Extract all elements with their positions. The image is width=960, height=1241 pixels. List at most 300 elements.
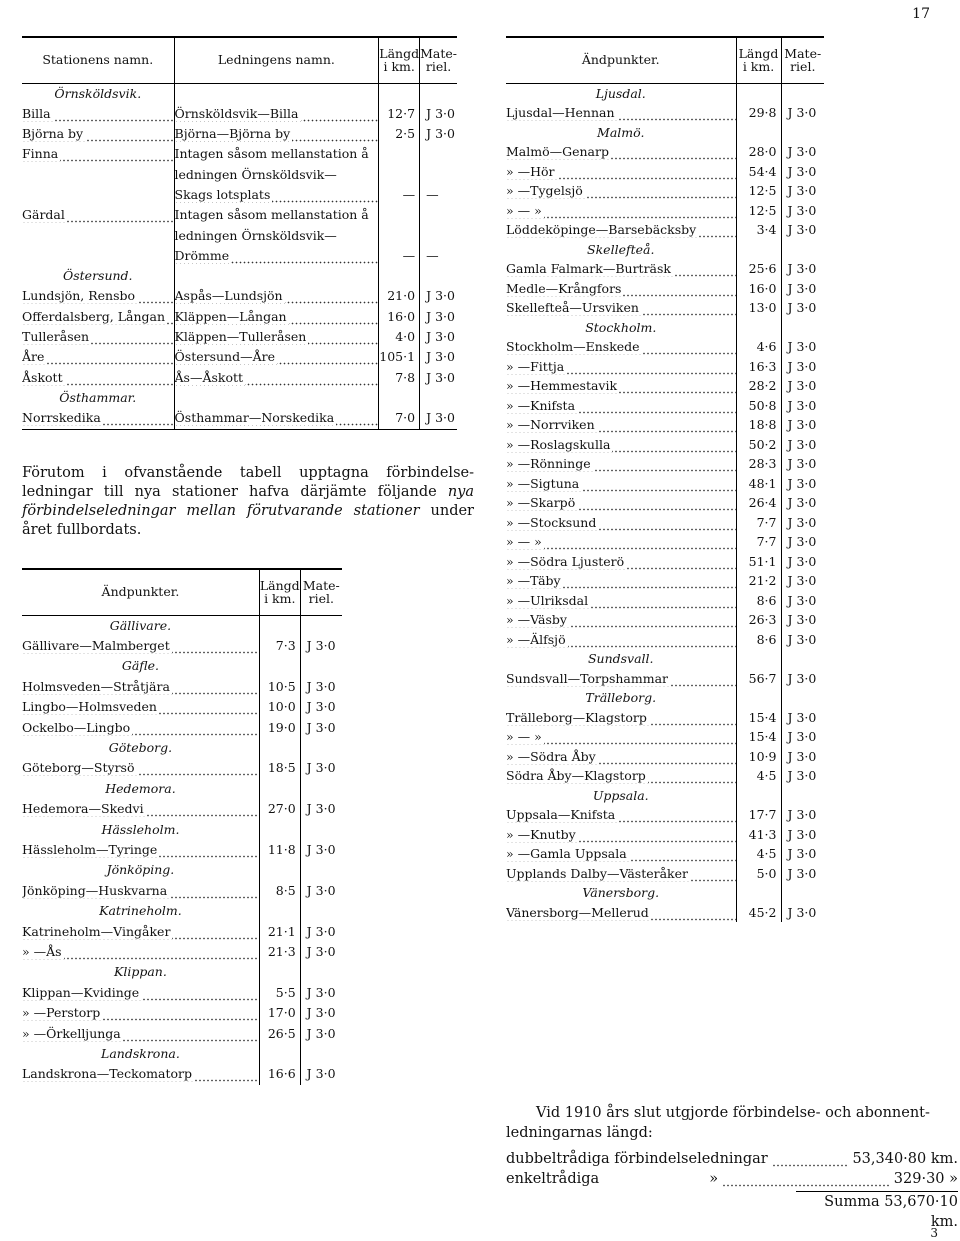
cell-text: » —Gamla Uppsala	[506, 846, 627, 861]
table-row	[506, 493, 824, 513]
cell-text: Gamla Falmark—Burträsk	[506, 261, 671, 276]
group-name: Sundsvall.	[587, 651, 654, 666]
table-row	[506, 747, 824, 767]
length-cell: 13·0	[736, 298, 781, 318]
length-cell: 21·0	[379, 286, 420, 306]
length-cell: 18·5	[259, 758, 300, 778]
table-row	[22, 1024, 342, 1044]
station-cell	[22, 307, 174, 327]
cell-text: » —Hemmestavik	[506, 378, 618, 393]
group-row	[22, 656, 342, 676]
material-cell: J 3·0	[300, 799, 342, 819]
endpoints-cell	[506, 454, 736, 474]
table-row	[506, 220, 824, 240]
table-row	[22, 408, 457, 429]
col-header-end: Ändpunkter.	[581, 52, 660, 68]
group-row	[22, 738, 342, 758]
cell-text: Gällivare—Malmberget	[22, 637, 170, 653]
length-cell: 25·6	[736, 259, 781, 279]
cell-empty	[174, 266, 379, 286]
table-row	[22, 307, 457, 327]
material-cell: J 3·0	[300, 881, 342, 901]
endpoints-cell	[22, 677, 259, 697]
cell-text: » —Perstorp	[22, 1005, 101, 1021]
material-cell: J 3·0	[420, 347, 457, 367]
length-cell: 12·5	[736, 201, 781, 221]
group-name: Landskrona.	[101, 1046, 180, 1062]
cell-empty	[781, 318, 824, 338]
cell-empty	[736, 240, 781, 260]
material-cell: J 3·0	[781, 766, 824, 786]
line-cell	[174, 327, 379, 347]
table-row	[506, 201, 824, 221]
length-cell: 18·8	[736, 415, 781, 435]
cell-text: Holmsveden—Stråtjära	[22, 678, 170, 694]
endpoints-cell	[22, 881, 259, 901]
length-cell: 29·8	[736, 103, 781, 123]
length-cell: 28·3	[736, 454, 781, 474]
cell-empty	[174, 83, 379, 104]
length-cell: 26·3	[736, 610, 781, 630]
cell-text: » —Knutby	[506, 826, 576, 842]
cell-text: Ås—Åskott	[174, 369, 244, 385]
endpoints-cell	[506, 201, 736, 221]
group-row	[22, 860, 342, 880]
endpoints-cell	[506, 142, 736, 162]
length-cell: 50·2	[736, 435, 781, 455]
summary-line-value: 329·30 »	[893, 1171, 958, 1187]
material-cell: J 3·0	[781, 454, 824, 474]
table-row	[22, 983, 342, 1003]
table-row	[506, 591, 824, 611]
cell-text: Hässleholm—Tyringe	[22, 841, 158, 857]
cell-empty	[300, 820, 342, 840]
length-cell	[379, 144, 420, 164]
material-cell	[420, 144, 457, 164]
length-cell: 4·5	[736, 766, 781, 786]
length-cell: 4·5	[736, 844, 781, 864]
col-header-length: Längd i km.	[379, 37, 420, 83]
cell-text: » —Tygelsjö	[506, 183, 583, 198]
table-row	[506, 552, 824, 572]
material-cell: J 3·0	[420, 307, 457, 327]
leader-dots	[722, 1169, 890, 1189]
group-name: Stockholm.	[585, 319, 657, 335]
col-header-material: Mate- riel.	[300, 569, 342, 615]
line-cell: Intagen såsom mellanstation å	[174, 144, 379, 164]
group-row	[22, 779, 342, 799]
cell-text: » — »	[506, 534, 542, 549]
station-cell	[22, 347, 174, 367]
line-cell	[174, 185, 379, 205]
table-row	[506, 435, 824, 455]
length-cell: 2·5	[379, 124, 420, 144]
cell-empty	[420, 388, 457, 408]
cell-empty	[174, 388, 379, 408]
length-cell: 48·1	[736, 474, 781, 494]
length-cell: 5·5	[259, 983, 300, 1003]
material-cell: J 3·0	[781, 142, 824, 162]
line-cell	[174, 246, 379, 266]
cell-empty	[736, 318, 781, 338]
cell-empty	[736, 786, 781, 806]
table-row	[22, 368, 457, 388]
endpoints-cell	[22, 799, 259, 819]
length-cell: 105·1	[379, 347, 420, 367]
length-cell: 8·5	[259, 881, 300, 901]
table-row	[506, 103, 824, 123]
summary-line-value: 53,340·80 km.	[852, 1151, 958, 1167]
cell-empty	[420, 266, 457, 286]
length-cell: 19·0	[259, 718, 300, 738]
group-name: Göteborg.	[108, 739, 173, 755]
cell-empty	[259, 656, 300, 676]
length-cell: 21·1	[259, 922, 300, 942]
cell-text: Stockholm—Enskede	[506, 339, 640, 354]
material-cell: J 3·0	[420, 104, 457, 124]
table-row	[506, 825, 824, 845]
group-row	[22, 83, 457, 104]
length-cell: 28·2	[736, 376, 781, 396]
table-row	[22, 286, 457, 306]
material-cell: J 3·0	[300, 1003, 342, 1023]
length-cell: 7·7	[736, 532, 781, 552]
material-cell: J 3·0	[781, 279, 824, 299]
station-cell	[22, 185, 174, 205]
length-cell: 10·5	[259, 677, 300, 697]
table-row	[22, 226, 457, 246]
cell-empty	[781, 123, 824, 143]
endpoints-cell	[506, 279, 736, 299]
material-cell: J 3·0	[300, 636, 342, 656]
page-number: 17	[912, 6, 930, 22]
table-row	[22, 942, 342, 962]
cell-text: » —Älfsjö	[506, 631, 566, 647]
cell-text: » —Skarpö	[506, 495, 576, 510]
cell-text: Gärdal	[22, 207, 65, 223]
length-cell: 4·6	[736, 337, 781, 357]
endpoints-cell	[506, 610, 736, 630]
cell-text: » — »	[506, 202, 542, 218]
endpoints-cell	[22, 697, 259, 717]
table-row	[22, 677, 342, 697]
length-cell: 45·2	[736, 903, 781, 923]
cell-text: » —Roslagskulla	[506, 436, 611, 452]
material-cell: J 3·0	[781, 669, 824, 689]
cell-text: Ljusdal—Hennan	[506, 105, 615, 120]
table-row	[506, 279, 824, 299]
length-cell: 16·0	[736, 279, 781, 299]
length-cell: 27·0	[259, 799, 300, 819]
cell-empty	[736, 649, 781, 669]
paragraph-part1: Förutom i ofvanstående tabell upptagna förbindelse-ledningar till nya stationer hafva därjämte följande	[22, 465, 474, 500]
length-cell: 7·3	[259, 636, 300, 656]
cell-text: Medle—Krångfors	[506, 280, 622, 296]
material-cell: J 3·0	[300, 697, 342, 717]
material-cell: J 3·0	[781, 337, 824, 357]
cell-text: » —Täby	[506, 573, 561, 588]
endpoints-cell	[506, 337, 736, 357]
endpoints-cell	[22, 758, 259, 778]
group-row	[22, 388, 457, 408]
endpoints-cell	[506, 669, 736, 689]
cell-empty	[736, 83, 781, 103]
summary-total: Summa 53,670·10 km.	[796, 1191, 958, 1232]
length-cell: 54·4	[736, 162, 781, 182]
cell-text: » —Ulriksdal	[506, 592, 589, 608]
endpoints-cell	[506, 396, 736, 416]
endpoints-cell	[506, 259, 736, 279]
length-cell: 28·0	[736, 142, 781, 162]
length-cell: 5·0	[736, 864, 781, 884]
length-cell: 26·5	[259, 1024, 300, 1044]
length-cell: 8·6	[736, 630, 781, 650]
length-cell: 11·8	[259, 840, 300, 860]
cell-text: Offerdalsberg, Långan	[22, 308, 165, 324]
table-row	[22, 718, 342, 738]
material-cell: J 3·0	[300, 840, 342, 860]
cell-text: Södra Åby—Klagstorp	[506, 768, 646, 783]
material-cell: J 3·0	[781, 474, 824, 494]
length-cell: 50·8	[736, 396, 781, 416]
length-cell: 16·0	[379, 307, 420, 327]
cell-empty	[259, 820, 300, 840]
endpoints-cell	[506, 591, 736, 611]
cell-empty	[736, 123, 781, 143]
length-cell: 3·4	[736, 220, 781, 240]
group-row	[506, 649, 824, 669]
cell-text: Finna	[22, 146, 59, 162]
material-cell: J 3·0	[781, 493, 824, 513]
cell-text: Klippan—Kvidinge	[22, 984, 140, 1000]
cell-empty	[781, 83, 824, 103]
table-row	[22, 799, 342, 819]
table-row	[22, 124, 457, 144]
material-cell: J 3·0	[781, 298, 824, 318]
group-row	[506, 318, 824, 338]
summary-line-label: dubbeltrådiga förbindelseledningar	[506, 1151, 768, 1167]
length-cell: 8·6	[736, 591, 781, 611]
cell-text: Björna by	[22, 126, 84, 142]
cell-text: Vänersborg—Mellerud	[506, 904, 649, 920]
cell-empty	[379, 266, 420, 286]
summary-line	[506, 1169, 958, 1189]
endpoints-cell	[506, 181, 736, 201]
table-row	[506, 630, 824, 650]
group-name: Malmö.	[597, 124, 645, 140]
cell-text: Aspås—Lundsjön	[174, 288, 283, 304]
cell-text: Skellefteå—Ursviken	[506, 300, 639, 315]
cell-text: » —Knifsta	[506, 397, 576, 413]
cell-empty	[300, 962, 342, 982]
length-cell: 16·3	[736, 357, 781, 377]
material-cell: J 3·0	[420, 327, 457, 347]
material-cell: J 3·0	[781, 610, 824, 630]
endpoints-cell	[22, 718, 259, 738]
material-cell: J 3·0	[781, 435, 824, 455]
length-cell: 15·4	[736, 727, 781, 747]
cell-empty	[781, 240, 824, 260]
paragraph-italic: nya förbindelseledningar mellan förutvarande stationer	[22, 484, 474, 519]
material-cell: J 3·0	[420, 286, 457, 306]
cell-empty	[781, 649, 824, 669]
material-cell: J 3·0	[781, 259, 824, 279]
endpoints-cell	[22, 1003, 259, 1023]
material-cell: J 3·0	[781, 376, 824, 396]
table-row	[506, 805, 824, 825]
cell-text: » —Väsby	[506, 612, 567, 627]
cell-empty	[300, 738, 342, 758]
length-cell	[379, 205, 420, 225]
footer-number: 3	[930, 1226, 938, 1240]
endpoints-cell	[506, 532, 736, 552]
group-row	[506, 688, 824, 708]
group-row	[506, 83, 824, 103]
table-row	[506, 162, 824, 182]
table-row	[506, 259, 824, 279]
cell-text: Billa	[22, 105, 51, 121]
cell-empty	[259, 738, 300, 758]
material-cell: J 3·0	[781, 903, 824, 923]
table-row	[506, 513, 824, 533]
endpoints-cell	[506, 357, 736, 377]
length-cell: 51·1	[736, 552, 781, 572]
endpoints-cell	[506, 825, 736, 845]
ditto-mark: »	[709, 1171, 719, 1187]
cell-empty	[259, 1044, 300, 1064]
cell-empty	[781, 688, 824, 708]
cell-text: Göteborg—Styrsö	[22, 760, 135, 776]
table-row	[506, 532, 824, 552]
material-cell: J 3·0	[420, 124, 457, 144]
cell-text: Malmö—Genarp	[506, 144, 609, 159]
endpoints-cell	[506, 571, 736, 591]
cell-text: Trälleborg—Klagstorp	[506, 709, 647, 725]
col-header-material: Mate- riel.	[781, 37, 824, 83]
endpoints-cell	[506, 727, 736, 747]
station-cell	[22, 286, 174, 306]
station-cell	[22, 408, 174, 429]
cell-text: » —Örkelljunga	[22, 1025, 121, 1041]
station-cell	[22, 124, 174, 144]
cell-text: Sundsvall—Torpshammar	[506, 670, 669, 686]
material-cell: J 3·0	[781, 396, 824, 416]
table-row	[506, 903, 824, 923]
length-cell: 26·4	[736, 493, 781, 513]
group-row	[22, 962, 342, 982]
material-cell	[420, 165, 457, 185]
table-row	[506, 669, 824, 689]
table-row	[506, 864, 824, 884]
material-cell: J 3·0	[781, 181, 824, 201]
cell-text: Upplands Dalby—Västeråker	[506, 865, 689, 881]
material-cell: J 3·0	[781, 103, 824, 123]
table-row	[506, 415, 824, 435]
table-row	[22, 1003, 342, 1023]
line-cell: ledningen Örnsköldsvik—	[174, 226, 379, 246]
group-row	[506, 786, 824, 806]
cell-text: » —Stocksund	[506, 514, 597, 530]
cell-text: Åre	[22, 349, 45, 365]
cell-text: » —Södra Åby	[506, 748, 596, 764]
group-row	[506, 883, 824, 903]
length-cell: 10·0	[259, 697, 300, 717]
endpoints-cell	[22, 983, 259, 1003]
col-header-line: Ledningens namn.	[174, 37, 379, 83]
material-cell: J 3·0	[781, 747, 824, 767]
connections-table-left	[22, 568, 342, 1085]
station-cell	[22, 104, 174, 124]
material-cell: J 3·0	[781, 415, 824, 435]
table-row	[22, 327, 457, 347]
material-cell: J 3·0	[300, 1064, 342, 1084]
material-cell: J 3·0	[300, 1024, 342, 1044]
cell-text: » —Norrviken	[506, 417, 595, 432]
endpoints-cell	[22, 1064, 259, 1084]
table-row	[22, 165, 457, 185]
group-name: Östhammar.	[59, 389, 137, 405]
table-row	[506, 181, 824, 201]
cell-text: Ockelbo—Lingbo	[22, 719, 131, 735]
material-cell: J 3·0	[781, 532, 824, 552]
material-cell: J 3·0	[781, 513, 824, 533]
line-cell	[174, 286, 379, 306]
length-cell	[379, 226, 420, 246]
station-cell	[22, 205, 174, 225]
endpoints-cell	[506, 630, 736, 650]
table-row	[506, 337, 824, 357]
cell-text: Löddeköpinge—Barsebäcksby	[506, 222, 697, 237]
material-cell: J 3·0	[781, 201, 824, 221]
material-cell: J 3·0	[300, 718, 342, 738]
station-cell	[22, 327, 174, 347]
material-cell: J 3·0	[300, 677, 342, 697]
cell-empty	[300, 1044, 342, 1064]
material-cell: J 3·0	[781, 825, 824, 845]
summary-line-label: enkeltrådiga	[506, 1171, 600, 1187]
length-cell: 7·7	[736, 513, 781, 533]
cell-empty	[300, 860, 342, 880]
endpoints-cell	[506, 435, 736, 455]
endpoints-cell	[22, 636, 259, 656]
length-cell: 21·3	[259, 942, 300, 962]
endpoints-cell	[22, 942, 259, 962]
material-cell: J 3·0	[781, 805, 824, 825]
table-row	[22, 758, 342, 778]
col-header-length: Längd i km.	[259, 569, 300, 615]
material-cell: J 3·0	[781, 591, 824, 611]
endpoints-cell	[506, 708, 736, 728]
table-row	[506, 298, 824, 318]
group-name: Hässleholm.	[101, 821, 180, 837]
material-cell: —	[420, 246, 457, 266]
station-cell	[22, 246, 174, 266]
group-name: Östersund.	[62, 268, 133, 284]
group-name: Klippan.	[114, 964, 167, 980]
endpoints-cell	[506, 474, 736, 494]
material-cell: J 3·0	[300, 922, 342, 942]
table-row	[22, 104, 457, 124]
cell-text: » —Ås	[22, 944, 62, 959]
table-row	[22, 840, 342, 860]
group-name: Skellefteå.	[587, 241, 655, 257]
table-row	[506, 610, 824, 630]
length-cell: 17·0	[259, 1003, 300, 1023]
cell-empty	[259, 901, 300, 921]
group-row	[506, 240, 824, 260]
cell-text: Östhammar—Norskedika	[174, 410, 335, 426]
intro-paragraph	[22, 464, 474, 540]
